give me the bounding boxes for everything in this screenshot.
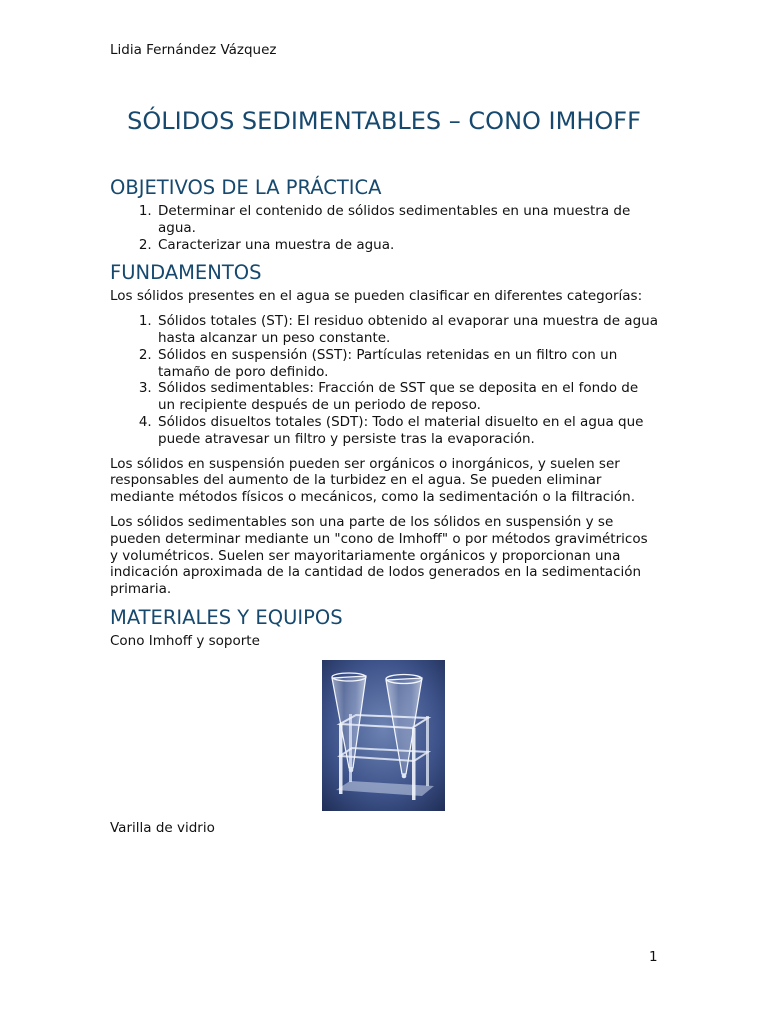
list-item: 1. Determinar el contenido de sólidos sedimentables en una muestra de agua.: [156, 203, 658, 237]
list-item: 3. Sólidos sedimentables: Fracción de SST que se deposita en el fondo de un recipiente después de un periodo de reposo.: [156, 380, 658, 414]
list-item: 1. Sólidos totales (ST): El residuo obtenido al evaporar una muestra de agua hasta alcanzar un peso constante.: [156, 313, 658, 347]
section-heading-materiales: MATERIALES Y EQUIPOS: [110, 605, 343, 629]
list-item: 2. Caracterizar una muestra de agua.: [156, 237, 658, 254]
material-item: Varilla de vidrio: [110, 819, 215, 836]
list-item: 2. Sólidos en suspensión (SST): Partículas retenidas en un filtro con un tamaño de poro definido.: [156, 347, 658, 381]
section-fundamentos: [110, 261, 658, 598]
material-item: Cono Imhoff y soporte: [110, 632, 260, 649]
document-title: SÓLIDOS SEDIMENTABLES – CONO IMHOFF: [127, 107, 641, 135]
fundamentos-intro: Los sólidos presentes en el agua se pueden clasificar en diferentes categorías:: [110, 288, 643, 305]
objetivos-list: [110, 203, 658, 253]
document-body: [110, 176, 658, 845]
section-materiales: [110, 606, 658, 837]
fundamentos-list: [110, 313, 658, 447]
header-author: Lidia Fernández Vázquez: [110, 42, 277, 58]
fundamentos-paragraph: Los sólidos sedimentables son una parte de los sólidos en suspensión y se pueden determinar mediante un "cono de Imhoff" o por métodos gravimétricos y volumétricos. Suelen ser mayoritariamente orgánicos y proporcionan una indicación aproximada de la cantidad de lodos generados en la sedimentación primaria.: [110, 513, 648, 598]
section-heading-objetivos: OBJETIVOS DE LA PRÁCTICA: [110, 176, 382, 199]
list-item: 4. Sólidos disueltos totales (SDT): Todo el material disuelto en el agua que puede atravesar un filtro y persiste tras la evaporación.: [156, 414, 658, 448]
figure-container: [110, 660, 658, 812]
section-objetivos: [110, 176, 658, 253]
page-number: 1: [649, 949, 658, 965]
imhoff-cones-photo: [322, 660, 445, 811]
fundamentos-paragraph: Los sólidos en suspensión pueden ser orgánicos o inorgánicos, y suelen ser responsables del aumento de la turbidez en el agua. Se pueden eliminar mediante métodos físicos o mecánicos, como la sedimentación o la filtración.: [110, 455, 635, 506]
section-heading-fundamentos: FUNDAMENTOS: [110, 261, 262, 285]
